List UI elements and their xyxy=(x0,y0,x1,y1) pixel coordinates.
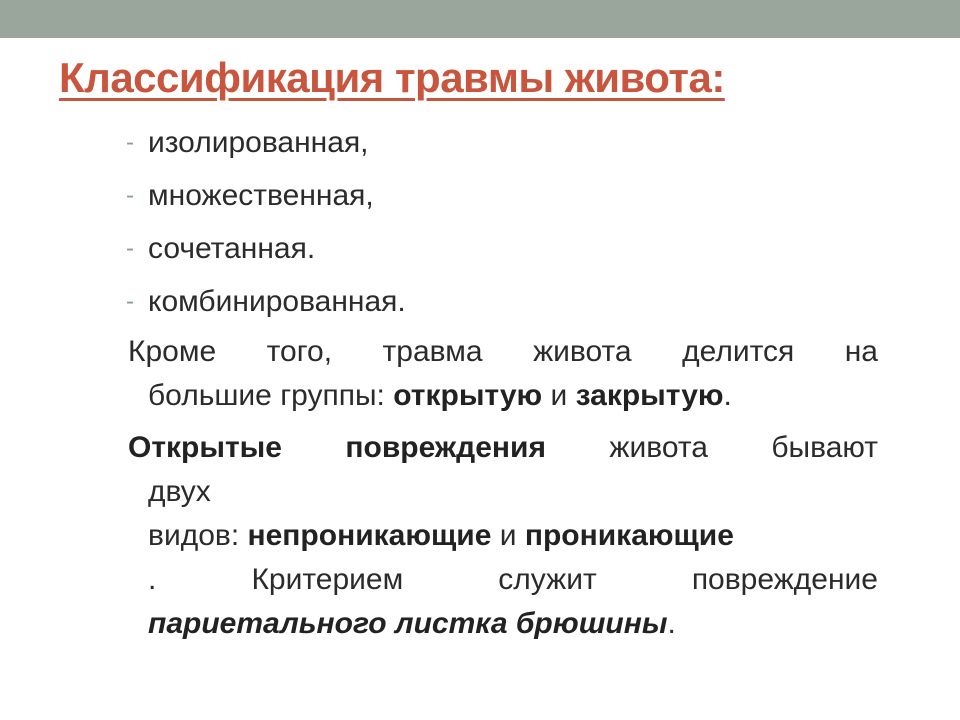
list-item xyxy=(126,175,406,228)
paragraph-line xyxy=(128,330,878,374)
word: делится xyxy=(682,335,795,368)
term-penetrating: проникающие xyxy=(524,519,734,552)
list-item xyxy=(126,281,406,334)
dash-bullet: - xyxy=(126,182,134,209)
word: повреждение xyxy=(691,563,878,596)
list-item-label: изолированная, xyxy=(148,126,369,159)
word: Кроме xyxy=(128,335,217,368)
text-run: видов: xyxy=(148,519,248,552)
dash-bullet: - xyxy=(126,288,134,315)
term-open-injuries: Открытые xyxy=(128,431,282,464)
text-run: и xyxy=(491,519,525,552)
text-run: . xyxy=(723,379,732,412)
paragraph-injury-groups xyxy=(128,330,878,418)
dash-bullet: - xyxy=(126,129,134,156)
dash-bullet: - xyxy=(126,235,134,262)
term-closed: закрытую xyxy=(575,379,724,412)
text-run: и xyxy=(542,379,576,412)
paragraph-line xyxy=(128,558,878,602)
list-item-label: множественная, xyxy=(148,179,374,212)
term-open: открытую xyxy=(393,379,543,412)
list-item xyxy=(126,228,406,281)
paragraph-line xyxy=(128,426,878,470)
word: . xyxy=(148,563,157,596)
text-run: большие группы: xyxy=(148,379,394,412)
list-item xyxy=(126,122,406,175)
paragraph-line xyxy=(128,602,878,646)
word: живота xyxy=(609,431,708,464)
word: бывают xyxy=(771,431,878,464)
paragraph-line: двух xyxy=(148,475,211,508)
word: травма xyxy=(382,335,483,368)
top-accent-bar xyxy=(0,0,960,38)
word: служит xyxy=(498,563,597,596)
word: живота xyxy=(533,335,632,368)
word: Критерием xyxy=(251,563,404,596)
slide-title: Классификация травмы живота: xyxy=(59,54,725,101)
paragraph-open-injuries xyxy=(128,426,878,646)
word: того, xyxy=(266,335,333,368)
classification-list xyxy=(126,122,406,334)
list-item-label: комбинированная. xyxy=(148,285,406,318)
text-run: . xyxy=(667,607,676,640)
word: на xyxy=(844,335,878,368)
paragraph-line xyxy=(128,514,878,558)
term-nonpenetrating: непроникающие xyxy=(247,519,492,552)
list-item-label: сочетанная. xyxy=(148,232,316,265)
paragraph-line xyxy=(128,374,878,418)
term-parietal-peritoneum: париетального листка брюшины xyxy=(148,607,668,640)
term-injuries: повреждения xyxy=(345,431,546,464)
